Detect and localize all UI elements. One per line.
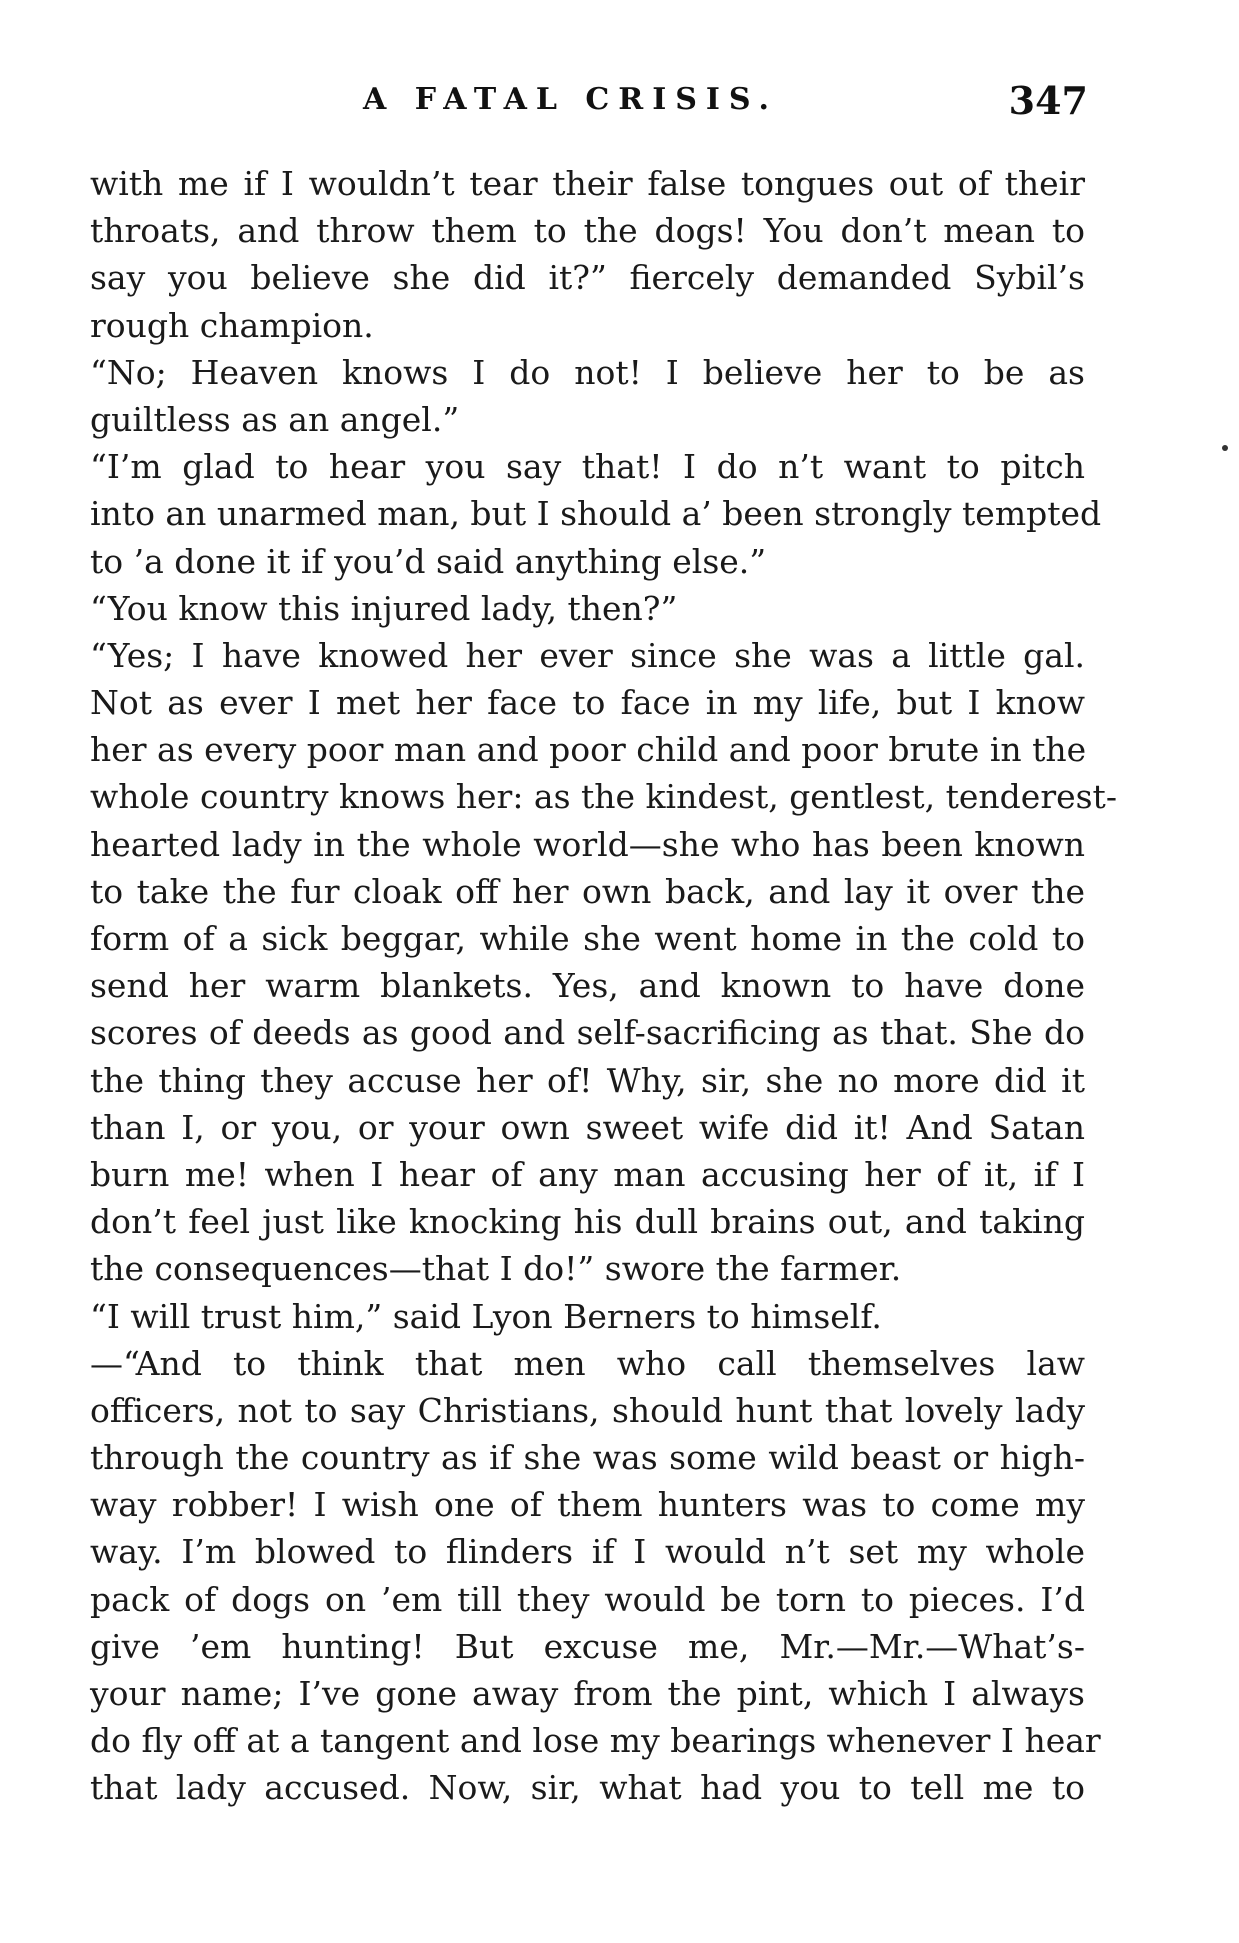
text-line: don’t feel just like knocking his dull brains out, and taking [90,1202,1085,1242]
text-line: pack of dogs on ’em till they would be torn to pieces. I’d [90,1579,1085,1619]
text-line: into an unarmed man, but I should a’ been strongly tempted [90,494,1102,534]
text-line: the thing they accuse her of! Why, sir, she no more did it [90,1060,1085,1100]
text-line: to take the fur cloak off her own back, and lay it over the [90,871,1085,911]
text-line: burn me! when I hear of any man accusing her of it, if I [90,1154,1085,1194]
text-line: than I, or you, or your own sweet wife did it! And Satan [90,1107,1085,1147]
text-line: “I will trust him,” said Lyon Berners to himself. [90,1296,882,1336]
text-line: scores of deeds as good and self-sacrificing as that. She do [90,1013,1085,1053]
text-line: way. I’m blowed to flinders if I would n’t set my whole [90,1532,1085,1572]
text-line: say you believe she did it?” fiercely demanded Sybil’s [90,258,1085,298]
text-line: hearted lady in the whole world—she who has been known [90,824,1085,864]
text-line: guiltless as an angel.” [90,399,460,439]
text-line: officers, not to say Christians, should hunt that lovely lady [90,1390,1085,1430]
text-line: throats, and throw them to the dogs! You don’t mean to [90,211,1085,251]
text-line: the consequences—that I do!” swore the farmer. [90,1249,902,1289]
text-line: her as every poor man and poor child and poor brute in the [90,730,1087,770]
text-line: way robber! I wish one of them hunters was to come my [90,1485,1085,1525]
text-line: Not as ever I met her face to face in my life, but I know [90,683,1085,723]
body-text [90,160,1117,1812]
text-line: —“And to think that men who call themselves law [90,1343,1085,1383]
running-title: A FATAL CRISIS. [363,82,778,117]
text-line: whole country knows her: as the kindest, gentlest, tenderest- [90,777,1117,817]
text-line: through the country as if she was some wild beast or high- [90,1438,1085,1478]
text-line: with me if I wouldn’t tear their false tongues out of their [90,164,1085,203]
text-line: send her warm blankets. Yes, and known to have done [90,966,1085,1006]
text-line: “No; Heaven knows I do not! I believe her to be as [90,352,1085,392]
text-line: form of a sick beggar, while she went home in the cold to [90,919,1085,958]
print-speck [1222,445,1228,451]
running-head [88,78,1088,128]
text-line: rough champion. [90,305,374,345]
text-line: “I’m glad to hear you say that! I do n’t want to pitch [90,447,1085,487]
text-line: “You know this injured lady, then?” [90,588,678,628]
text-line: “Yes; I have knowed her ever since she was a little gal. [90,635,1085,675]
text-line: that lady accused. Now, sir, what had you to tell me to [90,1768,1085,1808]
text-line: your name; I’ve gone away from the pint, which I always [90,1674,1085,1713]
page-number: 347 [1008,78,1088,123]
text-line: give ’em hunting! But excuse me, Mr.—Mr.—What’s- [90,1626,1085,1666]
text-line: do fly off at a tangent and lose my bearings whenever I hear [90,1721,1101,1761]
text-line: to ’a done it if you’d said anything else.” [90,541,767,581]
